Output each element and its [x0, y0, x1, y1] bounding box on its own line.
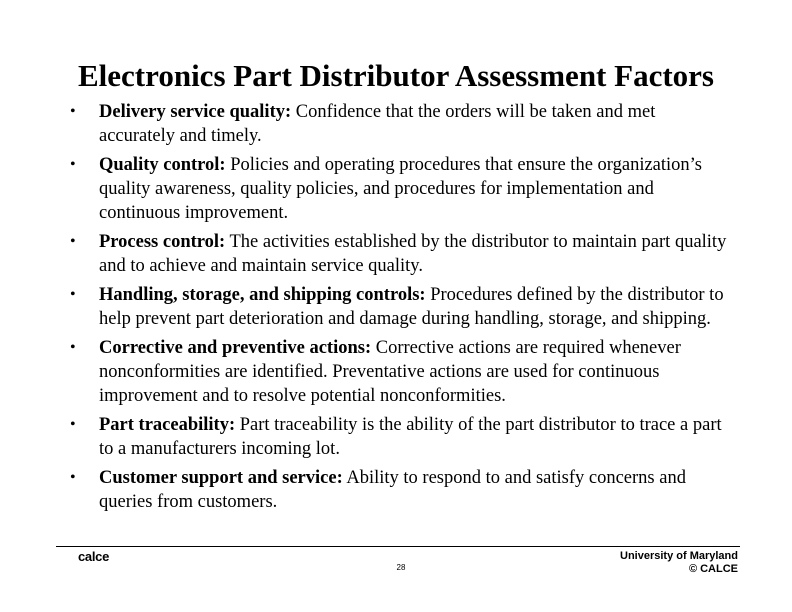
bullet-term: Handling, storage, and shipping controls:	[99, 285, 426, 305]
org-name: University of Maryland	[620, 550, 738, 562]
bullet-icon: •	[70, 103, 76, 120]
slide-title: Electronics Part Distributor Assessment Factors	[78, 58, 714, 93]
bullet-term: Process control:	[99, 232, 226, 252]
organization-credit	[620, 550, 738, 576]
bullet-list	[70, 100, 730, 519]
bullet-item	[70, 413, 730, 461]
bullet-item	[70, 230, 730, 278]
bullet-icon: •	[70, 286, 76, 303]
bullet-text: The activities established by the distributor to maintain part quality and to achieve and maintain service quality.	[99, 232, 727, 276]
bullet-text: Part traceability is the ability of the part distributor to trace a part to a manufacturers incoming lot.	[99, 415, 722, 459]
bullet-term: Delivery service quality:	[99, 102, 292, 122]
bullet-text: Corrective actions are required whenever nonconformities are identified. Preventative actions are used for continuous improvement and to resolve potential nonconformities.	[99, 338, 681, 406]
bullet-icon: •	[70, 339, 76, 356]
bullet-item	[70, 100, 730, 148]
bullet-text: Ability to respond to and satisfy concerns and queries from customers.	[99, 468, 686, 512]
bullet-icon: •	[70, 233, 76, 250]
page-number: 28	[396, 563, 406, 572]
footer-divider	[56, 546, 740, 547]
bullet-icon: •	[70, 156, 76, 173]
bullet-item	[70, 153, 730, 225]
bullet-term: Part traceability:	[99, 415, 236, 435]
bullet-term: Customer support and service:	[99, 468, 343, 488]
bullet-term: Corrective and preventive actions:	[99, 338, 372, 358]
bullet-item	[70, 466, 730, 514]
bullet-icon: •	[70, 469, 76, 486]
copyright: © CALCE	[688, 563, 738, 575]
bullet-text: Procedures defined by the distributor to help prevent part deterioration and damage during handling, storage, and shipping.	[99, 285, 724, 329]
bullet-text: Policies and operating procedures that ensure the organization’s quality awareness, quality policies, and procedures for implementation and continuous improvement.	[99, 155, 702, 223]
bullet-item	[70, 336, 730, 408]
calce-logo: calce	[78, 549, 110, 564]
bullet-term: Quality control:	[99, 155, 226, 175]
bullet-item	[70, 283, 730, 331]
bullet-text: Confidence that the orders will be taken and met accurately and timely.	[99, 102, 656, 146]
bullet-icon: •	[70, 416, 76, 433]
